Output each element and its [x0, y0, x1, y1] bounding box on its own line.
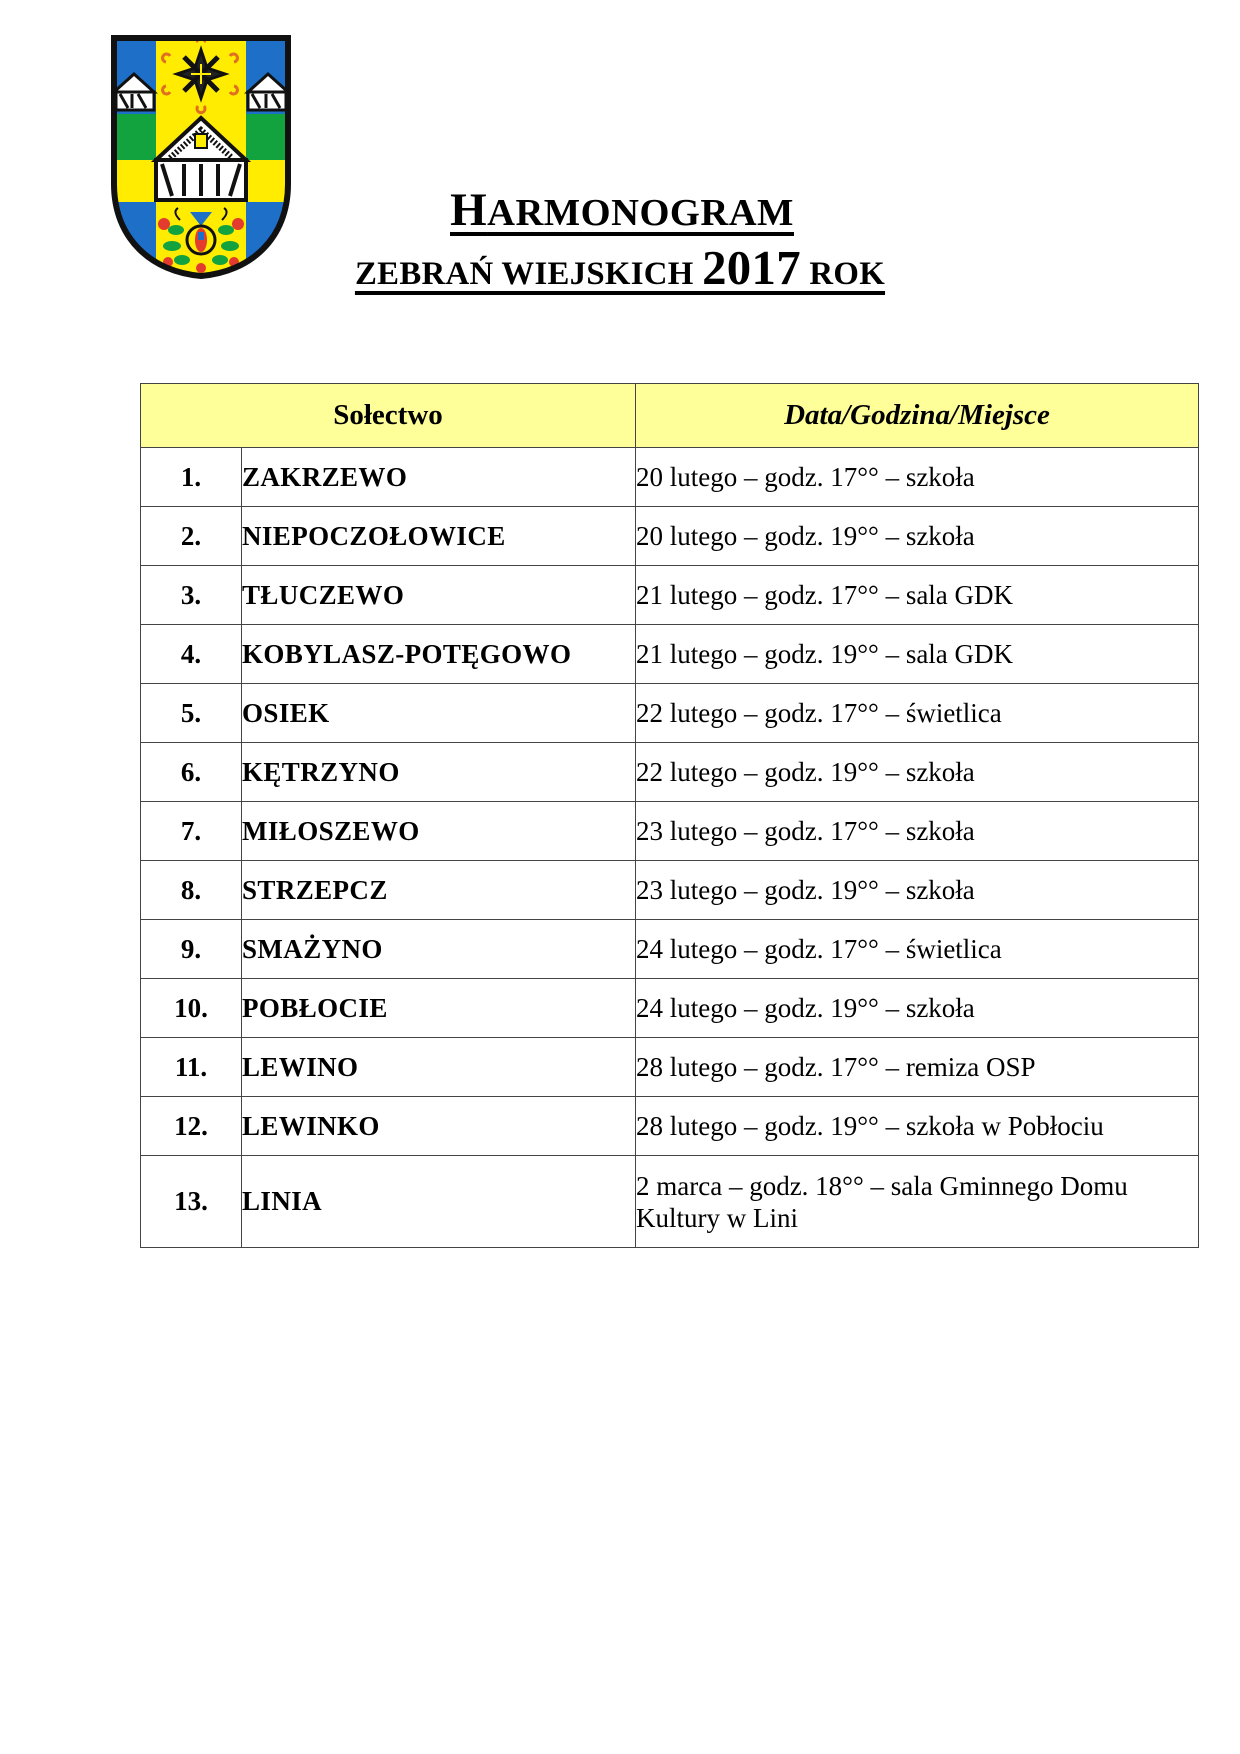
row-number: 8.	[141, 861, 242, 920]
header-data-godzina-miejsce: Data/Godzina/Miejsce	[636, 384, 1199, 448]
subtitle-part2: ROK	[800, 256, 886, 292]
row-number: 5.	[141, 684, 242, 743]
row-number: 6.	[141, 743, 242, 802]
row-date-time-place: 24 lutego – godz. 17°° – świetlica	[636, 920, 1199, 979]
row-solectwo: STRZEPCZ	[242, 861, 636, 920]
table-row	[141, 566, 1199, 625]
subtitle-year: 2017	[702, 241, 801, 295]
subtitle-part1: ZEBRAŃ WIEJSKICH	[354, 256, 703, 292]
row-date-time-place: 23 lutego – godz. 17°° – szkoła	[636, 802, 1199, 861]
table-row	[141, 507, 1199, 566]
row-solectwo: LINIA	[242, 1156, 636, 1248]
row-date-time-place: 21 lutego – godz. 19°° – sala GDK	[636, 625, 1199, 684]
header-solectwo: Sołectwo	[141, 384, 636, 448]
row-date-time-place: 2 marca – godz. 18°° – sala Gminnego Domu Kultury w Lini	[636, 1156, 1199, 1248]
row-solectwo: KOBYLASZ-POTĘGOWO	[242, 625, 636, 684]
row-number: 13.	[141, 1156, 242, 1248]
row-date-time-place: 22 lutego – godz. 19°° – szkoła	[636, 743, 1199, 802]
table-header-row	[141, 384, 1199, 448]
schedule-table	[140, 383, 1199, 1248]
table-row	[141, 979, 1199, 1038]
row-solectwo: KĘTRZYNO	[242, 743, 636, 802]
table-row	[141, 448, 1199, 507]
table-row	[141, 625, 1199, 684]
title-initial: H	[450, 184, 488, 236]
row-date-time-place: 20 lutego – godz. 19°° – szkoła	[636, 507, 1199, 566]
table-row	[141, 743, 1199, 802]
table-row	[141, 920, 1199, 979]
table-row	[141, 1097, 1199, 1156]
document-subtitle	[0, 243, 1240, 299]
row-date-time-place: 24 lutego – godz. 19°° – szkoła	[636, 979, 1199, 1038]
row-solectwo: LEWINKO	[242, 1097, 636, 1156]
table-row	[141, 802, 1199, 861]
row-solectwo: NIEPOCZOŁOWICE	[242, 507, 636, 566]
table-row	[141, 1038, 1199, 1097]
table-row	[141, 861, 1199, 920]
row-number: 4.	[141, 625, 242, 684]
row-number: 7.	[141, 802, 242, 861]
row-date-time-place: 20 lutego – godz. 17°° – szkoła	[636, 448, 1199, 507]
row-number: 3.	[141, 566, 242, 625]
row-number: 1.	[141, 448, 242, 507]
table-row	[141, 684, 1199, 743]
row-solectwo: OSIEK	[242, 684, 636, 743]
row-solectwo: MIŁOSZEWO	[242, 802, 636, 861]
row-solectwo: ZAKRZEWO	[242, 448, 636, 507]
row-solectwo: TŁUCZEWO	[242, 566, 636, 625]
row-date-time-place: 21 lutego – godz. 17°° – sala GDK	[636, 566, 1199, 625]
row-number: 12.	[141, 1097, 242, 1156]
row-solectwo: SMAŻYNO	[242, 920, 636, 979]
row-number: 11.	[141, 1038, 242, 1097]
row-date-time-place: 28 lutego – godz. 17°° – remiza OSP	[636, 1038, 1199, 1097]
row-date-time-place: 23 lutego – godz. 19°° – szkoła	[636, 861, 1199, 920]
document-title	[0, 184, 1240, 239]
row-number: 9.	[141, 920, 242, 979]
row-number: 10.	[141, 979, 242, 1038]
table-row	[141, 1156, 1199, 1248]
row-date-time-place: 28 lutego – godz. 19°° – szkoła w Pobłociu	[636, 1097, 1199, 1156]
title-rest: ARMONOGRAM	[487, 192, 794, 234]
row-solectwo: LEWINO	[242, 1038, 636, 1097]
row-number: 2.	[141, 507, 242, 566]
row-solectwo: POBŁOCIE	[242, 979, 636, 1038]
row-date-time-place: 22 lutego – godz. 17°° – świetlica	[636, 684, 1199, 743]
